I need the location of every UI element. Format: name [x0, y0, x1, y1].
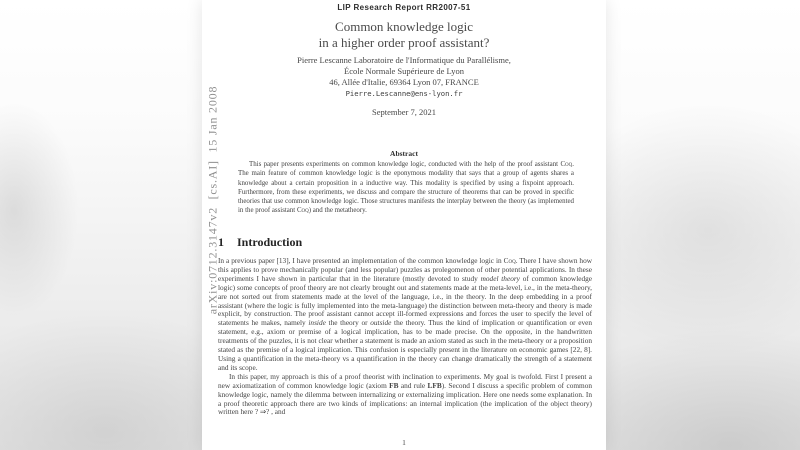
- author-affiliation-line2: École Normale Supérieure de Lyon: [344, 66, 464, 76]
- paper-date: September 7, 2021: [372, 107, 436, 117]
- page-number: 1: [402, 438, 406, 447]
- paragraph: In a previous paper [13], I have presented an implementation of the common knowledge logic in Coq. There I have shown how this applies to prove mechanically popular (and less popular) puzzles as prolegomenon of other potential applications. In these experiments I have shown in particular that in the literature (mostly devoted to study model theory of common knowledge logic) some concepts of proof theory are not clearly brought out and statements made at the meta-level, i.e., in the meta-theory, are not sorted out from statements made at the level of the language, i.e., in the theory. In the deep embedding in a proof assistant (where the logic is fully implemented into the meta-language) the distinction between meta-theory and theory is made explicit, by construction. The proof assistant cannot accept ill-formed expressions and forces the user to specify the level of statements he makes, namely inside the theory or outside the theory. Thus the kind of implication or quantification or even statement, e.g., axiom or premise of a logical implication, has to be made precise. On the opposite, in the handwritten treatments of the puzzles, it is not clear whether a statement is made an axiom stated as such in the meta-theory or a proposition stated as the premise of a logical implication. This confusion is especially present in the literature on economic games [22, 8]. Using a quantification in the meta-theory vs a quantification in the theory can change dramatically the strength of a statement and its scope.: [218, 256, 592, 372]
- report-header: LIP Research Report RR2007-51: [337, 3, 471, 12]
- paper-page: [202, 0, 606, 450]
- author-affiliation-line3: 46, Allée d'Italie, 69364 Lyon 07, FRANCE: [329, 77, 479, 87]
- introduction-body: [218, 257, 592, 417]
- paper-title-line2: in a higher order proof assistant?: [318, 35, 490, 50]
- paragraph: In this paper, my approach is this of a proof theorist with inclination to experiments. My goal is twofold. First I present a new axiomatization of common knowledge logic (axiom FB and rule LFB). Second I discuss a specific problem of common knowledge logic, namely the dilemma between internalizing or externalizing implication. Here one needs some explanation. In a proof theoretic approach there are two kinds of implications: an internal implication (the implication of the object theory) written here ? ⇒? , and: [218, 371, 592, 417]
- author-email: Pierre.Lescanne@ens-lyon.fr: [345, 89, 463, 98]
- section-number: 1: [218, 235, 224, 249]
- section-title: Introduction: [237, 235, 303, 249]
- abstract-heading: Abstract: [390, 149, 418, 158]
- section-heading-introduction: [218, 235, 302, 250]
- author-affiliation-line1: Pierre Lescanne Laboratoire de l'Informatique du Parallélisme,: [297, 55, 511, 65]
- paper-title-line1: Common knowledge logic: [335, 19, 473, 34]
- arxiv-stamp: arXiv:0712.3147v2 [cs.AI] 15 Jan 2008: [205, 85, 220, 315]
- abstract-text: This paper presents experiments on common knowledge logic, conducted with the help of the proof assistant Coq. The main feature of common knowledge logic is the eponymous modality that says that a group of agents shares a knowledge about a certain proposition in a inductive way. This modality is specified by using a fixpoint approach. Furthermore, from these experiments, we discuss and compare the structure of theorems that can be proved in specific theories that use common knowledge logic. Those structures manifests the interplay between the theory (as implemented in the proof assistant Coq) and the metatheory.: [238, 161, 574, 215]
